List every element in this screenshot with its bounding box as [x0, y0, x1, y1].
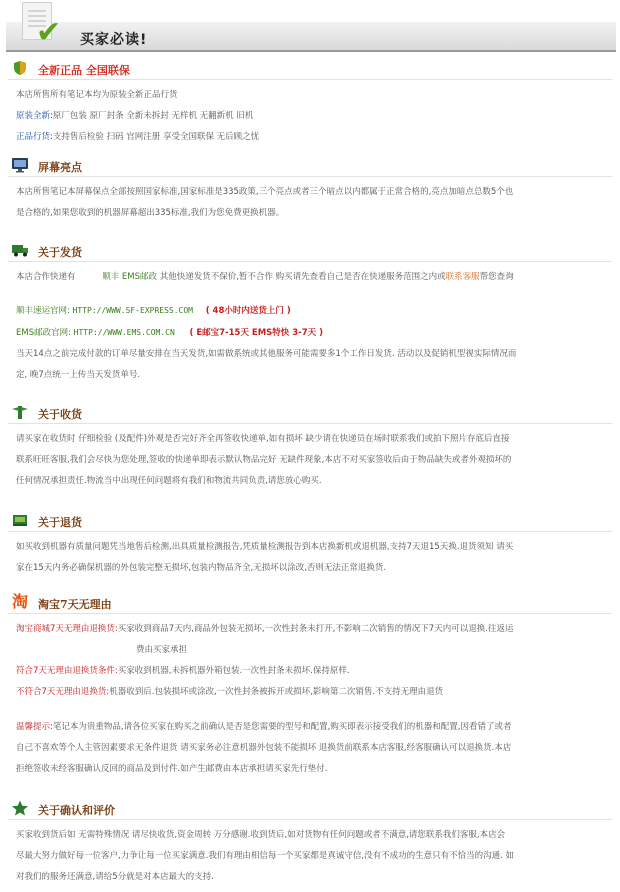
paragraph: 尽最大努力做好每一位客户,力争让每一位买家满意.我们有理由相信每一个买家都是真诚守信,没有不成功的生意只有不恰当的沟通. 如	[16, 851, 515, 861]
section-taobao-7day	[0, 592, 620, 780]
label: 淘宝商城7天无理由退换货:	[16, 624, 118, 634]
policy-line-continued: 费由买家承担	[136, 645, 188, 655]
section-confirm-review	[0, 798, 620, 888]
section-title: 关于发货	[38, 246, 82, 259]
text: 支持售后检验 扫码 官网注册 享受全国联保 无后顾之忧	[52, 132, 260, 142]
text-line	[16, 127, 608, 148]
label: EMS邮政官网:	[16, 328, 71, 338]
text: 笔记本为贵重物品,请各位买家在购买之前确认是否是您需要的型号和配置,购买即表示接受我们的机器和配置,因看错了或者	[52, 722, 512, 732]
section-screen	[0, 155, 620, 224]
section-header	[8, 155, 612, 177]
paragraph: 定, 晚7点统一上传当天发货单号.	[16, 370, 141, 380]
text: 本店合作快递有	[16, 272, 76, 282]
policy-line	[16, 661, 608, 682]
taobao-logo-icon: 淘	[11, 592, 28, 611]
text-line	[16, 106, 608, 127]
paragraph: 家在15天内务必确保机器的外包装完整无损坏,包装内物品齐全,无损坏以涂改,否则无法正常退换货.	[16, 563, 387, 573]
sf-express-line	[16, 300, 608, 322]
section-header	[8, 240, 612, 262]
policy-line	[16, 682, 608, 703]
section-genuine	[0, 58, 620, 148]
text: 其他快递发货不保价,暂不合作 购买请先查看自己是否在快递服务范围之内或	[159, 272, 446, 282]
section-header	[8, 510, 612, 532]
handover-icon	[11, 404, 29, 420]
section-receiving	[0, 402, 620, 492]
paragraph: 请买家在收货时 仔细检验 (及配件)外观是否完好齐全再签收快递单,如有损坏 缺少请在快递员在场时联系我们或拍下照片存底后直接	[16, 434, 510, 444]
return-box-icon	[11, 512, 29, 528]
paragraph: 买家收到货后如 无需特殊情况 请尽快收货,资金周转 万分感谢.收到货后,如对货物有任何问题或者不满意,请您联系我们客服,本店会	[16, 830, 506, 840]
paragraph: 如买收到机器有质量问题凭当地售后检测,出具质量检测报告,凭质量检测报告到本店换新机或退机器,支持7天退15天换.退货须知 请买	[16, 542, 514, 552]
section-header	[8, 58, 612, 80]
section-title: 全新正品 全国联保	[38, 64, 130, 77]
paragraph: 联系旺旺客服,我们会尽快为您处理,签收的快递单即表示默认物品完好 无缺件现象,本店不对买家签收后由于物品缺失或者外观损坏的	[16, 455, 512, 465]
section-title: 淘宝7天无理由	[38, 598, 112, 611]
section-title: 关于退货	[38, 516, 82, 529]
text-line: 本店所售所有笔记本均为原装全新正品行货	[16, 90, 178, 100]
policy-line	[16, 619, 608, 640]
note: ( 48小时内送货上门 )	[205, 306, 291, 316]
paragraph: 是合格的,如果您收到的机器屏幕超出335标准,我们为您免费更换机器。	[16, 208, 285, 218]
section-header	[8, 592, 612, 614]
text: 原厂包装 原厂封条 全新未拆封 无样机 无翻新机 旧机	[52, 111, 254, 121]
label: 正品行货:	[16, 132, 53, 142]
paragraph: 本店所售笔记本屏幕保点全部按照国家标准,国家标准是335政策,三个亮点或者三个暗点以内都属于正常合格的,亮点加暗点总数5个也	[16, 187, 514, 197]
text: 帮您查询	[479, 272, 514, 282]
paragraph: 当天14点之前完成付款的订单尽量安排在当天发货,如需做系统或其他服务可能需要多1个工作日发货. 活动以及促销机型视实际情况而	[16, 349, 517, 359]
label: 原装全新:	[16, 111, 53, 121]
monitor-icon	[11, 157, 29, 173]
paragraph: 任何情况承担责任.物流当中出现任何问题将有我们和物流共同负责,请您放心购买.	[16, 476, 322, 486]
label: 符合7天无理由退换货条件:	[16, 666, 118, 676]
sf-express-link[interactable]: HTTP://WWW.SF-EXPRESS.COM	[72, 306, 193, 315]
contact-service-link[interactable]: 联系客服	[445, 272, 480, 282]
text-line	[16, 267, 608, 288]
warning-paragraph	[16, 717, 608, 738]
text: 买家收到商品7天内,商品外包装无损坏,一次性封条未打开,不影响二次销售的情况下7天内可以退换.往返运	[117, 624, 514, 634]
couriers-label: 顺丰 EMS邮政	[102, 272, 158, 282]
ems-link[interactable]: HTTP://WWW.EMS.COM.CN	[73, 328, 175, 337]
label: 顺丰速运官网:	[16, 306, 70, 316]
star-icon	[11, 800, 29, 816]
warning-label: 温馨提示:	[16, 722, 53, 732]
paragraph: 对我们的服务还满意,请给5分就是对本店最大的支持.	[16, 872, 214, 882]
note: ( E邮宝7-15天 EMS特快 3-7天 )	[189, 328, 323, 338]
warning-paragraph: 自己不喜欢等个人主管因素要求无条件退货 请买家务必注意机器外包装不能损坏 退换货前联系本店客服,经客服确认可以退换货.本店	[16, 743, 512, 753]
section-returns	[0, 510, 620, 579]
page-header	[0, 0, 620, 52]
section-header	[8, 798, 612, 820]
section-shipping	[0, 240, 620, 386]
label: 不符合7天无理由退换货:	[16, 687, 110, 697]
section-header	[8, 402, 612, 424]
section-title: 关于确认和评价	[38, 804, 115, 817]
text: 机器收到后.包装损坏或涂改,一次性封条被拆开或损坏,影响第二次销售.不支持无理由退货	[109, 687, 444, 697]
truck-icon	[11, 242, 29, 258]
section-title: 关于收货	[38, 408, 82, 421]
page-title: 买家必读!	[80, 32, 148, 48]
section-title: 屏幕亮点	[38, 161, 82, 174]
text: 买家收到机器,未拆机器外箱包装.一次性封条未损坏.保持原样.	[117, 666, 350, 676]
warning-paragraph: 拒绝签收未经客服确认反回的商品及到付件.如产生邮费由本店承担请买家先行垫付.	[16, 764, 328, 774]
ems-line	[16, 322, 608, 344]
green-checkmark-icon: ✔	[36, 15, 62, 50]
shield-icon	[11, 60, 29, 76]
